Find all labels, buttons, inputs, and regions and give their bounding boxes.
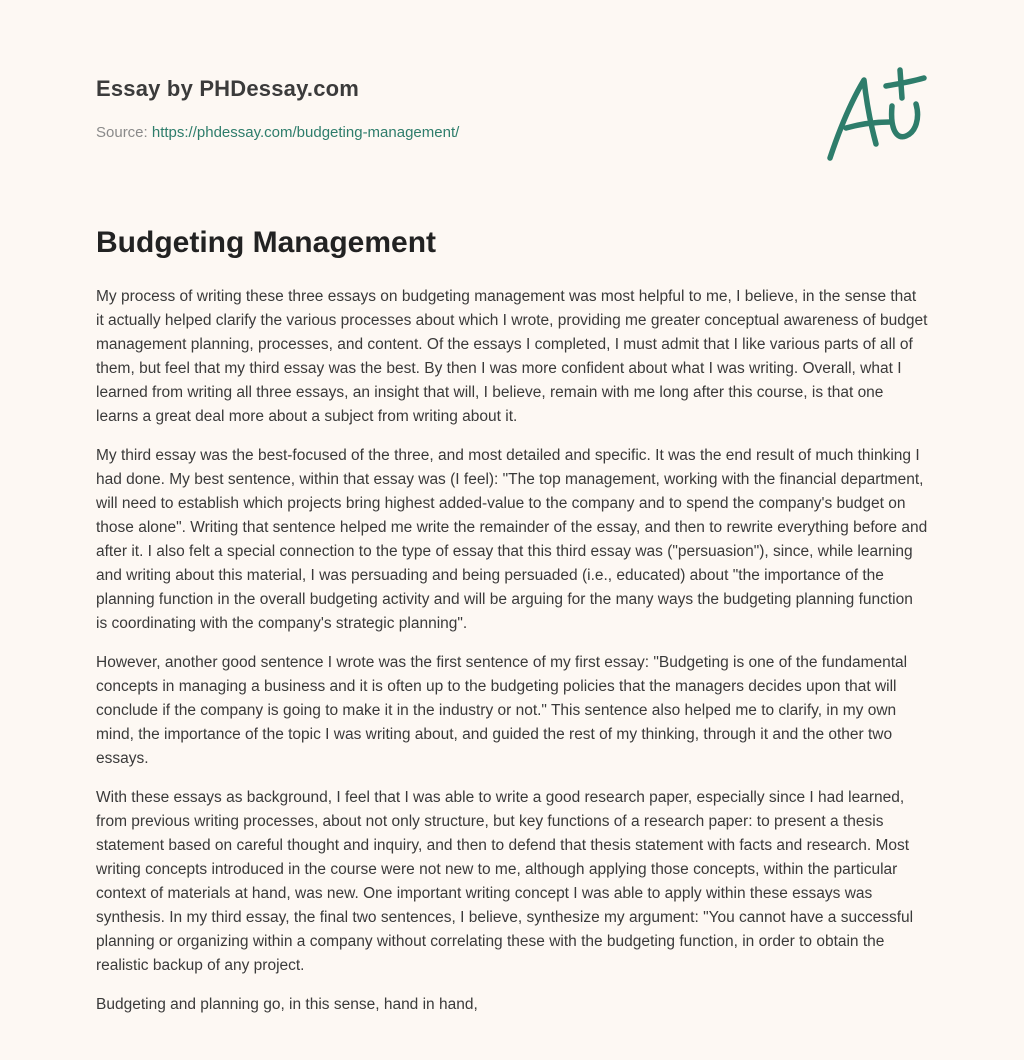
- source-line: [96, 124, 459, 141]
- a-plus-grade-icon: [820, 66, 930, 166]
- essay-title: Budgeting Management: [96, 226, 437, 259]
- essay-body: [96, 285, 928, 1032]
- essay-paragraph: My process of writing these three essays on budgeting management was most helpful to me, I believe, in the sense that it actually helped clarify the various processes about which I wrote, providing me greater conceptual awareness of budget management planning, processes, and content. Of the essays I completed, I must admit that I like various parts of all of them, but feel that my third essay was the best. By then I was more confident about what I was writing. Overall, what I learned from writing all three essays, an insight that will, I believe, remain with me long after this course, is that one learns a great deal more about a subject from writing about it.: [96, 288, 928, 425]
- essay-paragraph: Budgeting and planning go, in this sense, hand in hand,: [96, 996, 478, 1013]
- essay-paragraph: However, another good sentence I wrote was the first sentence of my first essay: "Budgeting is one of the fundamental concepts in managing a business and it is often up to the budgeting policies that the managers decides upon that will conclude if the company is going to make it in the industry or not." This sentence also helped me to clarify, in my own mind, the importance of the topic I was writing about, and guided the rest of my thinking, through it and the other two essays.: [96, 654, 908, 767]
- site-title: Essay by PHDessay.com: [96, 76, 360, 101]
- source-link[interactable]: https://phdessay.com/budgeting-management/: [151, 124, 460, 141]
- essay-paragraph: With these essays as background, I feel that I was able to write a good research paper, especially since I had learned, from previous writing processes, about not only structure, but key functions of a research paper: to present a thesis statement based on careful thought and inquiry, and then to defend that thesis statement with facts and research. Most writing concepts introduced in the course were not new to me, although applying those concepts, within the particular context of materials at hand, was new. One important writing concept I was able to apply within these essays was synthesis. In my third essay, the final two sentences, I believe, synthesize my argument: "You cannot have a successful planning or organizing within a company without correlating these with the budgeting function, in order to obtain the realistic backup of any project.: [96, 789, 914, 974]
- source-label: Source:: [96, 124, 152, 141]
- essay-paragraph: My third essay was the best-focused of the three, and most detailed and specific. It was the end result of much thinking I had done. My best sentence, within that essay was (I feel): "The top management, working with the financial department, will need to establish which projects bring highest added-value to the company and to spend the company's budget on those alone". Writing that sentence helped me write the remainder of the essay, and then to rewrite everything before and after it. I also felt a special connection to the type of essay that this third essay was ("persuasion"), since, while learning and writing about this material, I was persuading and being persuaded (i.e., educated) about "the importance of the planning function in the overall budgeting activity and will be arguing for the many ways the budgeting planning function is coordinating with the company's strategic planning".: [96, 447, 928, 632]
